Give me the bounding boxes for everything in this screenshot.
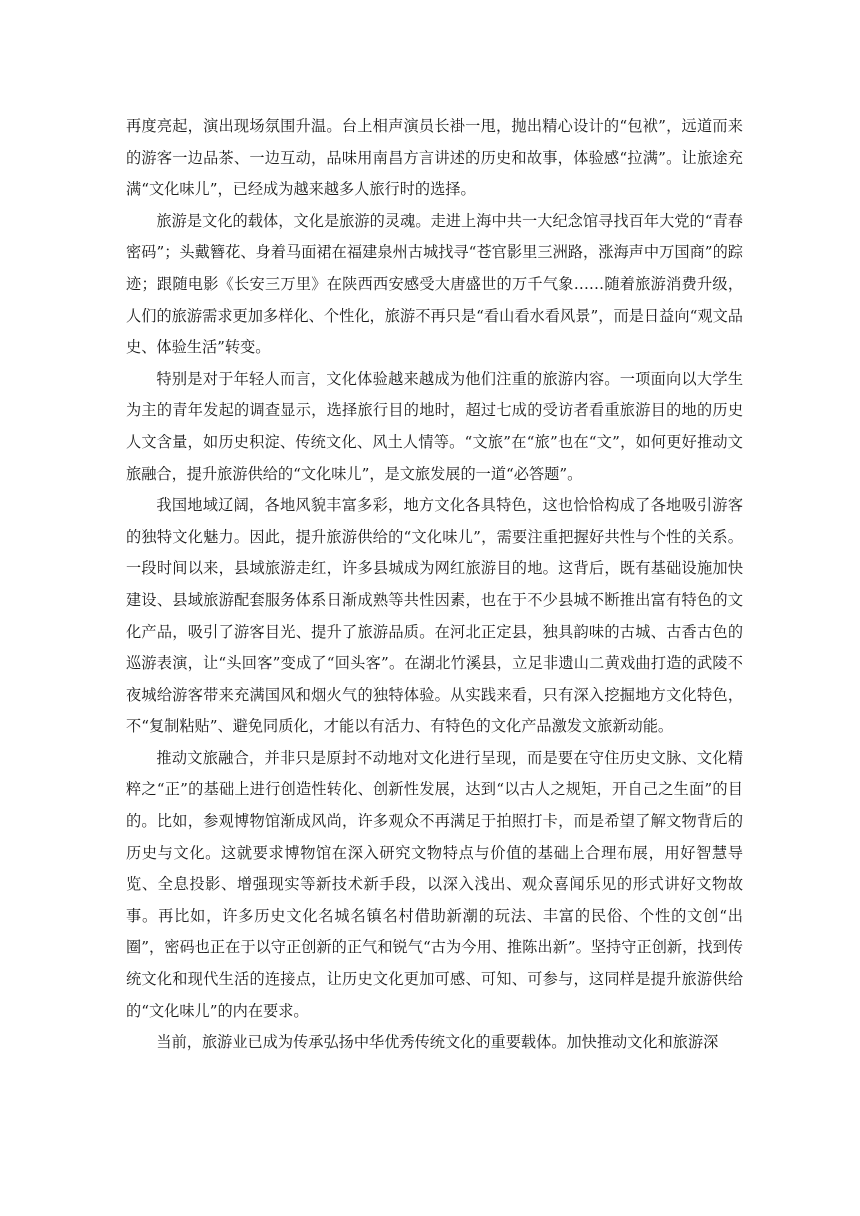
paragraph: 再度亮起，演出现场氛围升温。台上相声演员长褂一甩，抛出精心设计的“包袱”，远道而来的游客一边品茶、一边互动，品味用南昌方言讲述的历史和故事，体验感“拉满”。让旅途充满“文化味儿”，已经成为越来越多人旅行时的选择。 — [126, 117, 743, 199]
paragraph: 旅游是文化的载体，文化是旅游的灵魂。走进上海中共一大纪念馆寻找百年大党的“青春密码”；头戴簪花、身着马面裙在福建泉州古城找寻“苍官影里三洲路，涨海声中万国商”的踪迹；跟随电影《长安三万里》在陕西西安感受大唐盛世的万千气象……随着旅游消费升级，人们的旅游需求更加多样化、个性化，旅游不再只是“看山看水看风景”，而是日益向“观文品史、体验生活”转变。 — [126, 211, 743, 357]
article-body — [126, 111, 743, 1059]
paragraph: 当前，旅游业已成为传承弘扬中华优秀传统文化的重要载体。加快推动文化和旅游深 — [156, 1033, 719, 1052]
paragraph: 推动文旅融合，并非只是原封不动地对文化进行呈现，而是要在守住历史文脉、文化精粹之“正”的基础上进行创造性转化、创新性发展，达到“以古人之规矩，开自己之生面”的目的。比如，参观博物馆渐成风尚，许多观众不再满足于拍照打卡，而是希望了解文物背后的历史与文化。这就要求博物馆在深入研究文物特点与价值的基础上合理布展，用好智慧导览、全息投影、增强现实等新技术新手段，以深入浅出、观众喜闻乐见的形式讲好文物故事。再比如，许多历史文化名城名镇名村借助新潮的玩法、丰富的民俗、个性的文创“出圈”，密码也正在于以守正创新的正气和锐气“古为今用、推陈出新”。坚持守正创新，找到传统文化和现代生活的连接点，让历史文化更加可感、可知、可参与，这同样是提升旅游供给的“文化味儿”的内在要求。 — [126, 748, 743, 1020]
paragraph: 我国地域辽阔，各地风貌丰富多彩，地方文化各具特色，这也恰恰构成了各地吸引游客的独特文化魅力。因此，提升旅游供给的“文化味儿”，需要注重把握好共性与个性的关系。一段时间以来，县域旅游走红，许多县城成为网红旅游目的地。这背后，既有基础设施加快建设、县域旅游配套服务体系日渐成熟等共性因素，也在于不少县城不断推出富有特色的文化产品，吸引了游客目光、提升了旅游品质。在河北正定县，独具韵味的古城、古香古色的巡游表演，让“头回客”变成了“回头客”。在湖北竹溪县，立足非遗山二黄戏曲打造的武陵不夜城给游客带来充满国风和烟火气的独特体验。从实践来看，只有深入挖掘地方文化特色，不“复制粘贴”、避免同质化，才能以有活力、有特色的文化产品激发文旅新动能。 — [126, 496, 743, 736]
paragraph: 特别是对于年轻人而言，文化体验越来越成为他们注重的旅游内容。一项面向以大学生为主的青年发起的调查显示，选择旅行目的地时，超过七成的受访者看重旅游目的地的历史人文含量，如历史积淀、传统文化、风土人情等。“文旅”在“旅”也在“文”，如何更好推动文旅融合，提升旅游供给的“文化味儿”，是文旅发展的一道“必答题”。 — [126, 369, 743, 483]
